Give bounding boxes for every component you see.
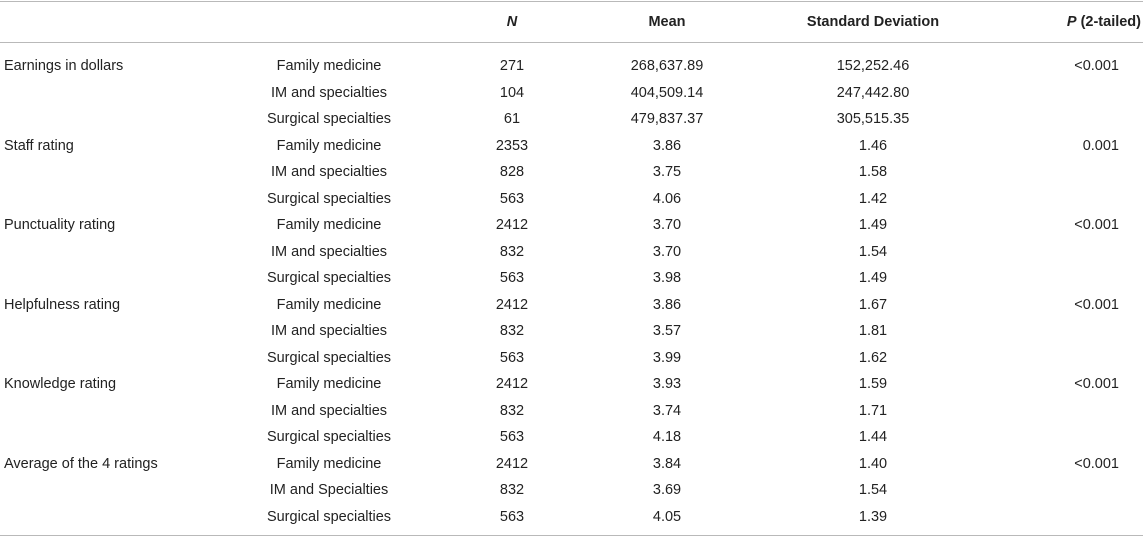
header-p-value: P (2-tailed) (1066, 14, 1141, 30)
bottom-rule (0, 535, 1143, 536)
row-group: IM and specialties (270, 323, 388, 339)
row-mean: 3.99 (652, 349, 682, 366)
table-row (0, 239, 1143, 266)
table-row (0, 265, 1143, 292)
row-mean: 3.69 (652, 482, 682, 498)
row-n: 61 (503, 111, 521, 127)
table-row (0, 53, 1143, 80)
row-p-value: <0.001 (1074, 455, 1119, 472)
row-variable: Helpfulness rating (4, 296, 121, 313)
table-row (0, 80, 1143, 107)
row-standard-deviation: 152,252.46 (836, 58, 910, 74)
row-group: Surgical specialties (266, 349, 392, 366)
row-group: IM and specialties (270, 84, 388, 101)
row-standard-deviation: 1.46 (858, 137, 888, 154)
row-mean: 3.74 (652, 402, 682, 419)
row-standard-deviation: 1.42 (858, 190, 888, 207)
header-mean: Mean (648, 14, 686, 30)
row-n: 832 (499, 402, 525, 419)
row-standard-deviation: 1.62 (858, 349, 888, 366)
header-n: N (506, 14, 518, 30)
row-group: IM and specialties (270, 243, 388, 260)
row-group: Surgical specialties (266, 429, 392, 445)
row-n: 2412 (495, 217, 529, 233)
row-mean: 3.57 (652, 323, 682, 339)
row-variable: Earnings in dollars (4, 58, 124, 74)
table-row (0, 451, 1143, 478)
row-group: Family medicine (276, 137, 382, 154)
row-standard-deviation: 1.58 (858, 164, 888, 180)
row-variable: Knowledge rating (4, 376, 117, 392)
row-mean: 3.84 (652, 455, 682, 472)
row-group: Family medicine (276, 296, 382, 313)
row-variable: Punctuality rating (4, 217, 116, 233)
row-n: 832 (499, 323, 525, 339)
row-mean: 3.70 (652, 243, 682, 260)
row-p-value: <0.001 (1074, 376, 1119, 392)
row-standard-deviation: 1.49 (858, 270, 888, 286)
table-row (0, 159, 1143, 186)
row-standard-deviation: 1.39 (858, 508, 888, 525)
table-row (0, 292, 1143, 319)
row-mean: 3.93 (652, 376, 682, 392)
row-mean: 4.05 (652, 508, 682, 525)
table-header (0, 2, 1143, 42)
row-mean: 4.06 (652, 190, 682, 207)
row-standard-deviation: 1.54 (858, 243, 888, 260)
row-mean: 3.75 (652, 164, 682, 180)
row-n: 563 (499, 508, 525, 525)
table-row (0, 318, 1143, 345)
row-n: 2412 (495, 376, 529, 392)
table-row (0, 106, 1143, 133)
row-mean: 4.18 (652, 429, 682, 445)
row-p-value: <0.001 (1074, 217, 1119, 233)
table-row (0, 477, 1143, 504)
row-standard-deviation: 1.81 (858, 323, 888, 339)
row-group: Family medicine (276, 455, 382, 472)
row-mean: 479,837.37 (630, 111, 704, 127)
table-row (0, 424, 1143, 451)
row-n: 832 (499, 243, 525, 260)
row-group: Family medicine (276, 58, 382, 74)
row-n: 563 (499, 349, 525, 366)
table-row (0, 504, 1143, 531)
row-standard-deviation: 1.54 (858, 482, 888, 498)
row-group: IM and specialties (270, 164, 388, 180)
row-standard-deviation: 1.59 (858, 376, 888, 392)
table-row (0, 133, 1143, 160)
table-row (0, 398, 1143, 425)
row-standard-deviation: 1.67 (858, 296, 888, 313)
row-n: 2412 (495, 455, 529, 472)
row-standard-deviation: 1.49 (858, 217, 888, 233)
row-p-value: <0.001 (1074, 296, 1119, 313)
table-row (0, 212, 1143, 239)
row-standard-deviation: 305,515.35 (836, 111, 910, 127)
row-standard-deviation: 1.71 (858, 402, 888, 419)
row-group: Surgical specialties (266, 111, 392, 127)
row-group: Family medicine (276, 217, 382, 233)
row-group: IM and specialties (270, 402, 388, 419)
row-mean: 3.86 (652, 296, 682, 313)
row-mean: 3.86 (652, 137, 682, 154)
row-variable: Staff rating (4, 137, 74, 154)
row-group: Surgical specialties (266, 270, 392, 286)
row-n: 271 (499, 58, 525, 74)
row-mean: 3.70 (652, 217, 682, 233)
row-mean: 404,509.14 (630, 84, 704, 101)
row-group: IM and Specialties (269, 482, 389, 498)
row-standard-deviation: 1.44 (858, 429, 888, 445)
row-n: 832 (499, 482, 525, 498)
row-n: 563 (499, 270, 525, 286)
table-row (0, 345, 1143, 372)
row-p-value: <0.001 (1074, 58, 1119, 74)
header-rule (0, 42, 1143, 43)
header-standard-deviation: Standard Deviation (806, 14, 940, 30)
row-variable: Average of the 4 ratings (4, 455, 158, 472)
row-n: 104 (499, 84, 525, 101)
row-mean: 3.98 (652, 270, 682, 286)
table-row (0, 186, 1143, 213)
row-group: Surgical specialties (266, 190, 392, 207)
row-group: Family medicine (276, 376, 382, 392)
table-row (0, 371, 1143, 398)
row-n: 2353 (495, 137, 529, 154)
row-n: 563 (499, 429, 525, 445)
row-n: 2412 (495, 296, 529, 313)
row-standard-deviation: 247,442.80 (836, 84, 910, 101)
row-mean: 268,637.89 (630, 58, 704, 74)
row-n: 563 (499, 190, 525, 207)
row-p-value: 0.001 (1082, 137, 1119, 154)
row-n: 828 (499, 164, 525, 180)
row-standard-deviation: 1.40 (858, 455, 888, 472)
row-group: Surgical specialties (266, 508, 392, 525)
